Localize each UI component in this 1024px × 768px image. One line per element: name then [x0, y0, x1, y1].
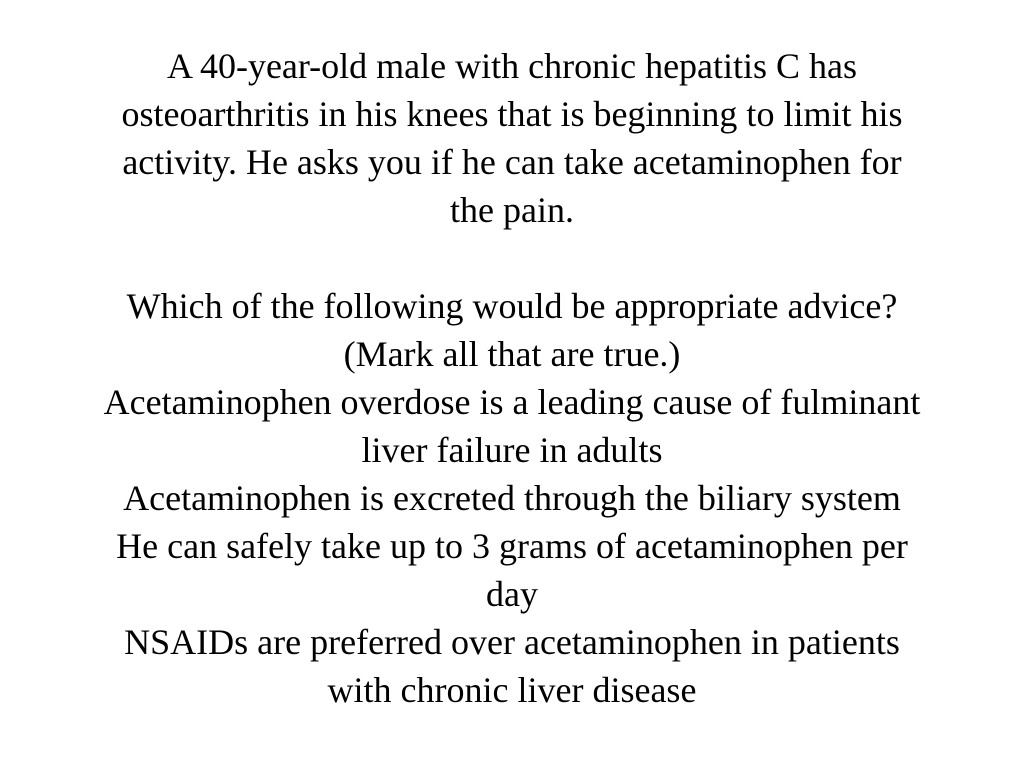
answer-option[interactable]: He can safely take up to 3 grams of acetaminophen per day: [116, 526, 908, 614]
answer-option[interactable]: NSAIDs are preferred over acetaminophen in patients with chronic liver disease: [124, 622, 900, 710]
question-prompt: Which of the following would be appropriate advice? (Mark all that are true.): [126, 286, 898, 374]
answer-option[interactable]: Acetaminophen overdose is a leading cause of fulminant liver failure in adults: [103, 382, 921, 470]
answer-option[interactable]: Acetaminophen is excreted through the biliary system: [123, 478, 901, 518]
answer-options: [90, 378, 934, 714]
case-stem: A 40-year-old male with chronic hepatitis C has osteoarthritis in his knees that is beginning to limit his activity. He asks you if he can take acetaminophen for the pain.: [121, 46, 903, 230]
